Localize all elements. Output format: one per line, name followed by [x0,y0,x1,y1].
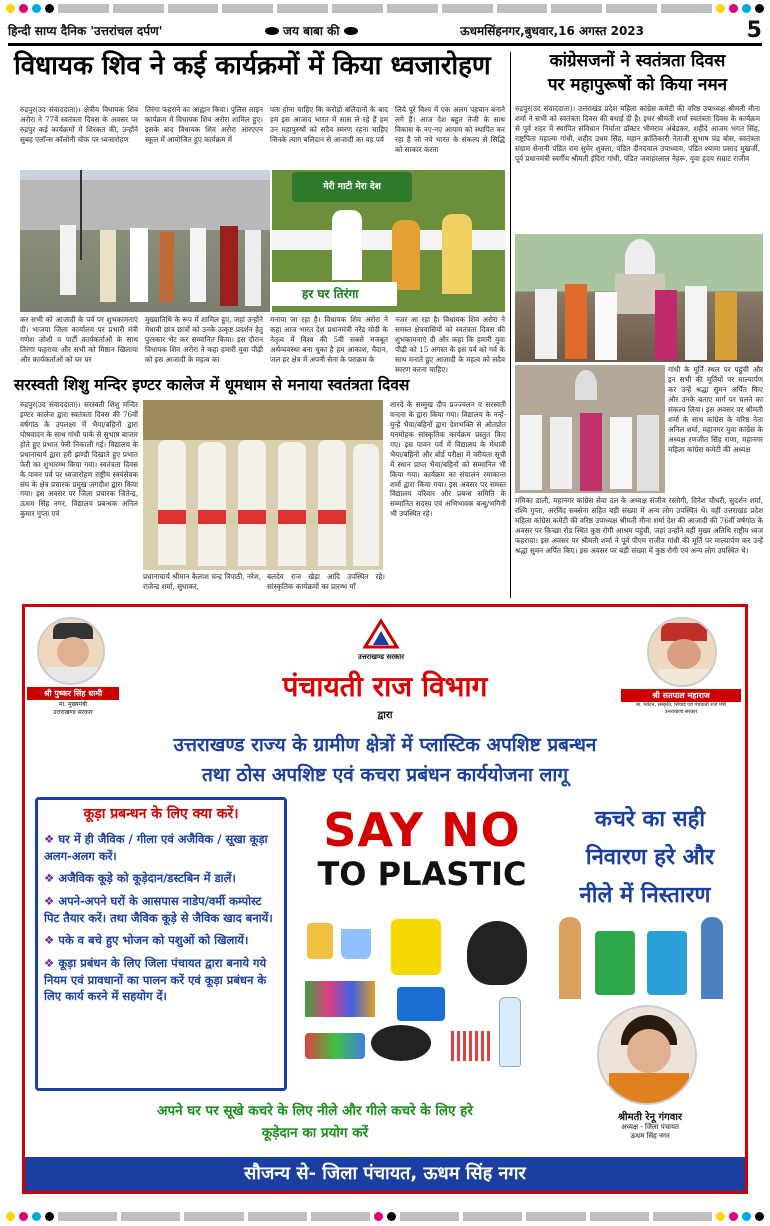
courtesy-text: सौजन्य से- जिला पंचायत, ऊधम सिंह नगर [244,1163,526,1184]
left-person-role: मा. मुख्यमंत्री [59,701,87,708]
right-person-role: मा. पर्यटन, संस्कृति, सिंचाई एवं पंचायती राज मंत्री [635,702,727,708]
story1-lower-col4: नजर आ रहा है। विधायक शिव अरोरा ने समस्त क्षेत्रवासियों को स्वतंत्रता दिवस की शुभकामनाएं दी और कहा कि हमारी युवा पीढ़ी को 15 अगस्त के इस पर्व को गर्व के साथ मनाते हुए आजादी के महत्व को सदैव स्मरण करना चाहिए। [395,315,505,373]
story1-col1: रुद्रपुर(उद संवाददाता)। क्षेत्रीय विधायक शिव अरोरा ने 77वें स्वतंत्रता दिवस के अवसर पर रुद्रपुर कई कार्यक्रमों में शिरकत की, उन्होंने सुबह एलॉन्स कॉलोनी चौक पर ध्वजारोहण [20,105,138,144]
story2-headline-line1: कांग्रेसजनों ने स्वतंत्रता दिवस [549,51,726,71]
story2-side: गांधी के मूर्ति स्थल पर पहुंची और इन सभी की मूर्तियों पर माल्यार्पण कर उन्हें श्रद्धा सुमन अर्पित किए और उनके बताए मार्ग पर चलने का संकल्प लिया। इस अवसर पर श्रीमती शर्मा के साथ कांग्रेस के वरिष्ठ नेता अनिल शर्मा, महानगर युवा कांग्रेस के अध्यक्ष रणजीत सिंह राणा, महानगर महिला कांग्रेस कमेटी की अध्यक्ष [668,365,763,454]
dustbin-illustration [555,911,735,1003]
diamond-bullet-icon: ❖ [44,894,55,909]
garbage-bag-icon [467,921,527,985]
bottom-color-bar [0,1208,770,1224]
story1-headline: विधायक शिव ने कई कार्यक्रमों में किया ध्वजारोहण [14,51,491,81]
ornament-icon [344,27,358,35]
say-no-to-plastic [295,803,549,1103]
say-no-line2: TO PLASTIC [317,855,527,893]
story2-photo-group [515,365,665,493]
ornament-icon [265,27,279,35]
bullet-item: ❖ घर में ही जैविक / गीला एवं अजैविक / सूखा कूड़ा अलग-अलग करें। [44,832,268,863]
photo-banner: हर घर तिरंगा [272,282,397,306]
portrait-panchayat-minister [647,617,717,687]
bags-icon [305,981,375,1017]
story3-col1: रुद्रपुर(उद संवाददाता)। सरस्वती शिशु मन्दिर इण्टर कालेज द्वारा स्वतंत्रता दिवस की 76वीं वर्षगांठ के उपलक्ष्य में भैया/बहिनों द्वारा घोषवादन के साथ गांधी पार्क से सुभाष बाजार होते हुए प्रभात फेरी निकाली गई। विद्यालय के प्रधानाचार्य द्वारा हरी झण्डी दिखाते हुए प्रभात फेरी का शुभारम्भ किया गया। स्वतंत्रता दिवस के पावन पर्व पर ध्वजारोहण राष्ट्रीय स्वयंसेवक संघ के क्षेत्र प्रचारक प्रमुख जगदीश द्वारा किया गया। इस अवसर पर जिला प्रचारक जितेन्द्र, ऊधम सिंह नगर, विद्यालय प्रबन्धक अनिल कुमार गुप्ता एवं [20,400,138,519]
cutlery-icon [371,1025,431,1061]
green-dustbin-icon [595,931,635,995]
bullet-item: ❖ अपने-अपने घरों के आसपास नाडेप/वर्मी कम्पोस्ट पिट तैयार करें। तथा जैविक कूड़े से जैविक खाद बनायें। [44,894,273,925]
blue-dustbin-icon [647,931,687,995]
logo-caption: उत्तराखण्ड सरकार [357,653,405,661]
waste-management-box [35,797,287,1091]
bullet-item: ❖ अजैविक कूड़े को कूड़ेदान/डस्टबिन में डालें। [44,871,236,886]
straws-icon [451,1031,491,1061]
jerrycan-icon [391,919,441,975]
right-person-sub: उत्तराखण्ड सरकार [664,708,698,715]
paper-name: हिन्दी साप्य दैनिक 'उत्तरांचल दर्पण' [8,24,163,38]
right-tag-line2: निवारण हरे और [585,845,715,870]
footer-green-1: अपने घर पर सूखे कचरे के लिए नीले और गीले कचरे के लिए हरे [157,1103,473,1119]
left-person-sub: उत्तराखण्ड सरकार [53,709,93,716]
story2-photo-statue [515,234,763,362]
right-tag-line1: कचरे का सही [594,807,706,832]
uttarakhand-govt-logo [361,617,401,651]
top-color-bar [0,0,770,16]
courtesy-strip [25,1157,745,1191]
story1-lower-col1: कर सभी को आजादी के पर्व पर शुभकामनाएं दी। भाजपा जिला कार्यालय पर प्रभारी मंत्री गणेश जोशी व पार्टी कार्यकर्ताओं के साथ तिरंगा फहराया और सभी को मिष्ठान खिलाया और कार्यकर्ताओं को घर घर [20,315,138,364]
story2-bottom: ममिका डाली, महानगर कांग्रेस सेवा दल के अध्यक्ष संजीव रस्तोगी, दिनेश चौधरी, सुदर्शन शर्मा, रश्मि गुप्ता, अरविंद सक्सेना सहित बड़ी संख्या में अन्य लोग उपस्थित थे। वहीं उत्तराखंड प्रदेश महिला कांग्रेस कमेटी की वरिष्ठ उपाध्यक्ष श्रीमती मीना शर्मा देश की आजादी की 76वीं वर्षगांठ के अवसर पर किच्छा रोड स्थित कुष्ठ रोगी आश्रम पहुंची, जहां उन्होंने वहीं मुख्य अतिथि राष्ट्रीय ध्वज फहराया। इस अवसर पर श्रीमती शर्मा ने पूर्व पीएम राजीव गांधी की मूर्ति पर माल्यार्पण कर उन्हें श्रद्धा सुमन अर्पित किए। इस अवसर पर बड़ी संख्या में कुष्ठ रोगी एवं अन्य लोग उपस्थित थे। [515,496,763,555]
left-person-name: श्री पुष्कर सिंह धामी [27,687,119,700]
diamond-bullet-icon: ❖ [44,956,55,971]
cup-icon [341,929,371,959]
bottom-person-name: श्रीमती रेनू गंगवार [617,1112,683,1123]
masthead [8,18,762,46]
story1-col3: पता होना चाहिए कि करोड़ो बलिदानों के बाद हम इस आजाद भारत में सास ले रहे हैं हम उन महापुरुषों को सदैव स्मरण रहना चाहिए जिनके त्याग बलिदान से आजादी का यह पर्व [270,105,388,144]
panchayati-raj-advert [22,604,748,1194]
diamond-bullet-icon: ❖ [44,832,55,846]
plates-icon [305,1033,365,1059]
bottom-person-sub: ऊधम सिंह नगर [630,1132,670,1140]
page-number: 5 [746,18,762,43]
bottom-person-role: अध्यक्ष - जिला पंचायत [620,1123,680,1131]
story1-lower-col3: मनाया जा रहा है। विधायक शिव अरोरा ने कहा आज भारत देश प्रधानमंत्री नरेंद्र मोदी के नेतृत्व में विश्व की 5वी सबसे मजबूत अर्थव्यवस्था बना चुका है हम आकाश, मैदान, जल हर क्षेत्र में अपनी सेना के पराक्रम के [270,315,388,364]
photo-sign: मेरी माटी मेरा देश [292,172,412,202]
advert-headline-2: तथा ठोस अपशिष्ट एवं कचरा प्रबंधन कार्ययोजना लागू [201,764,569,786]
box-title: कूड़ा प्रबन्धन के लिए क्या करें। [83,806,239,822]
story3-col4: शारदे के सम्मुख दीप प्रज्ज्वलन व सरस्वती वन्दना के द्वारा किया गया। विद्यालय के नन्हें-मुन्हें भैया/बहिनों द्वारा देशभक्ति से ओतप्रोत मनमोहक सांस्कृतिक कार्यक्रम प्रस्तुत किए गए। इस पावन पर्व में विद्यालय के मेधावी भैया/बहिनों और बोर्ड परीक्षा में वरीयता सूची में स्थान प्राप्त भैया/बहिनों को सम्मानित भी किया गया। कार्यक्रम का संचालन रमाकान्त शर्मा द्वारा किया गया। इस अवसर पर समस्त विद्यालय परिवार और प्रबन्ध समिति के सम्मानित सदस्य एवं अभिभावक बन्धु/भगिनी भी उपस्थित रहे। [390,400,506,519]
shopping-bag-icon [397,987,445,1021]
story2-headline-line2: पर महापुरूषों को किया नमन [547,75,728,95]
story1-col4: लिये पूरे विश्व में एक अलग पहचान बनाने लगे हैं। आज देश बहुत तेजी के साथ विकास के नए-नए आयाम को स्थापित कर रहा है जो नये भारत के संकल्प से सिद्धि को साकार करता [395,105,505,154]
by-text: द्वारा [377,710,393,721]
portrait-district-chairperson [597,1005,697,1105]
story1-col2: तिरंगा फहराने का आह्वान किया। पुलिस लाइन कार्यक्रम में विधायक शिव अरोरा शामिल हुए। इसके बाद विधायक शिव अरोरा आरएएन स्कूल में आयोजित हुए कार्यक्रम में [145,105,263,144]
story2-body: रुद्रपुर(उद संवाददाता)। उत्तराखंड प्रदेश महिला कांग्रेस कमेटी की वरिष्ठ उपाध्यक्ष श्रीमती मीना शर्मा ने सभी को स्वतंत्रता दिवस की बधाई दी है। इधर श्रीमती शर्मा स्वतंत्रता दिवस के कार्यक्रम से पूर्व शहर में स्थापित संविधान निर्माता डॉक्टर भीमराव अंबेडकर, शहीदे आजम भगत सिंह, राष्ट्रपिता महात्मा गांधी, शहीद उधम सिंह, महान क्रांतिकारी नेताजी सुभाष चंद्र बोस, स्वतंत्रता संग्राम सेनानी पंडित राम सुमेर शुक्ला, पंडित दीनदयाल उपाध्याय, पंडित श्यामा प्रसाद मुखर्जी, पूर्व प्रधानमंत्री स्वर्गीय श्रीमती इंदिरा गांधी, पंडित जवाहरलाल नेहरू, युवा हृदय सम्राट राजीव [515,104,760,163]
advert-headline-1: उत्तराखण्ड राज्य के ग्रामीण क्षेत्रों में प्लास्टिक अपशिष्ट प्रबन्धन [173,734,597,756]
person-right-icon [701,917,723,999]
story3-photo-students [143,400,383,570]
story3-col2: प्रधानाचार्य श्रीमान कैलाश चन्द्र त्रिपाठी, नरेश, राजेन्द्र शर्मा, सुधाकर, [143,572,261,591]
diamond-bullet-icon: ❖ [44,933,55,948]
right-person-name: श्री सतपाल महाराज [621,689,741,702]
footer-green-2: कूड़ेदान का प्रयोग करें [261,1125,369,1141]
story3-headline: सरस्वती शिशु मन्दिर इण्टर कालेज में धूमधाम से मनाया स्वतंत्रता दिवस [14,375,410,394]
bottle-icon [307,923,333,959]
story1-photo-har-ghar-tiranga [272,170,505,312]
plastic-items-illustration [301,907,545,1099]
bullet-item: ❖ पके व बचे हुए भोजन को पशुओं को खिलायें। [44,933,249,948]
bullet-item: ❖ कूड़ा प्रबंधन के लिए जिला पंचायत द्वारा बनाये गये नियम एवं प्रावधानों का पालन करें एवं कूड़ा प्रबंधन के लिए कार्य करने में सहयोग दें। [44,956,267,1004]
dept-title: पंचायती राज विभाग [282,670,488,703]
diamond-bullet-icon: ❖ [44,871,55,886]
slogan: जय बाबा की [265,22,357,39]
right-tag-line3: नीले में निस्तारण [579,883,711,908]
story1-photo-flag-hoisting [20,170,270,312]
person-left-icon [559,917,581,999]
dateline: ऊधमसिंहनगर,बुधवार,16 अगस्त 2023 [460,24,644,38]
portrait-chief-minister [37,617,105,685]
water-bottle-icon [499,997,521,1067]
column-divider [510,52,511,598]
story1-lower-col2: मुख्यातिथि के रूप में शामिल हुए, जहां उन्होंने मेधावी छात्र छात्रों को उनके उत्कृष्ट प्रदर्शन हेतु पुरस्कार भेंट कर सम्मानित किया। इस दौरान विधायक शिव अरोरा ने कहा हमारी युवा पीढ़ी को इस आजादी के महत्व का [145,315,263,364]
story3-col3: बलदेव राज खेड़ा आदि उपस्थित रहे। सांस्कृतिक कार्यक्रमों का प्रारम्भ माँ [267,572,385,591]
say-no-line1: SAY NO [323,803,521,857]
